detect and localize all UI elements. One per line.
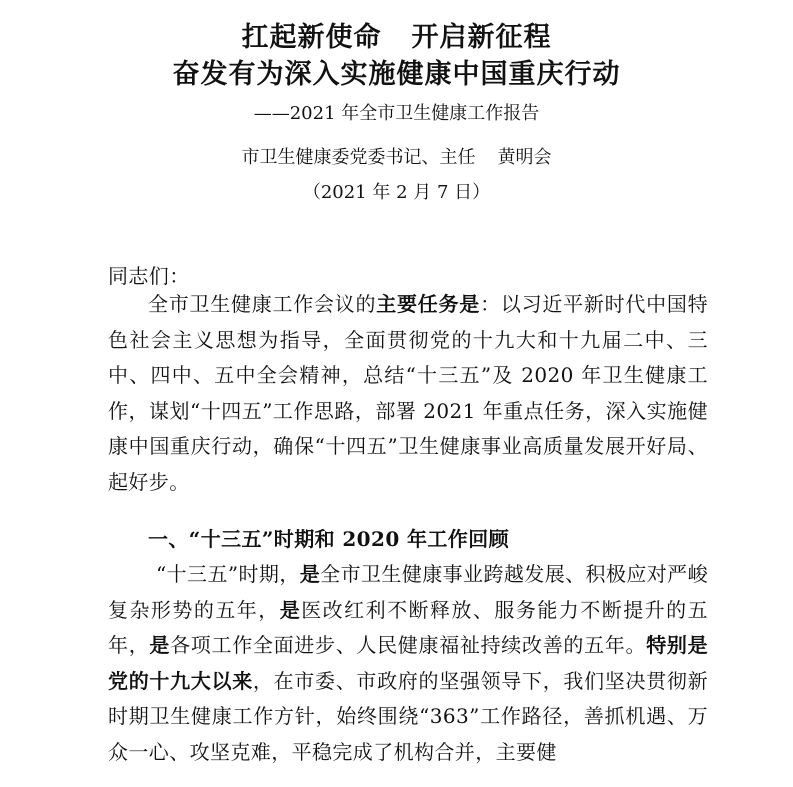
title-line-1 xyxy=(0,20,793,56)
p2-text-i: ，在市委、市政府的坚强领导下，我们坚决贯彻新时期卫生健康工作方针，始终围绕“363”工作路径，善抓机遇、万众一心、攻坚克难，平稳完成了机构合并，主要健 xyxy=(108,668,708,764)
author-name: 黄明会 xyxy=(497,147,552,168)
report-subtitle: ——2021 年全市卫生健康工作报告 xyxy=(253,103,540,124)
p2-text-g: 各项工作全面进步、人民健康福祉持续改善的五年。 xyxy=(170,633,647,657)
p2-emphasis-2: 是 xyxy=(279,597,302,622)
section-heading-1: 一、“十三五”时期和 2020 年工作回顾 xyxy=(148,527,509,551)
p2-text-e: 医改红利不断释放、服务能力不断提升的五年， xyxy=(108,597,708,657)
paragraph-intro xyxy=(108,287,708,500)
p2-emphasis-1: 是 xyxy=(299,562,321,586)
p2-emphasis-3: 是 xyxy=(149,633,171,657)
author-role: 市卫生健康委党委书记、主任 xyxy=(241,147,476,168)
p2-emphasis-4: 特别是党的十九大以来 xyxy=(108,633,709,693)
title-line-2: 奋发有为深入实施健康中国重庆行动 xyxy=(172,59,621,90)
title-part-2: 开启新征程 xyxy=(411,22,552,53)
greeting: 同志们： xyxy=(108,264,190,288)
report-date: （2021 年 2 月 7 日） xyxy=(302,182,491,203)
paragraph-review xyxy=(108,557,708,770)
p2-text-c: 全市卫生健康事业跨越发展、积极应对严峻复杂形势的五年， xyxy=(108,562,708,622)
title-part-1: 扛起新使命 xyxy=(241,22,382,53)
p2-text-a: “十三五”时期， xyxy=(156,562,300,586)
p1-text-c: ：以习近平新时代中国特色社会主义思想为指导，全面贯彻党的十九大和十九届二中、三中、四中、五中全会精神，总结“十三五”及 2020 年卫生健康工作，谋划“十四五”工作思路，部署 2021 年重点任务，深入实施健康中国重庆行动，确保“十四五”卫生健康事业高质量发展开好局、起好步。 xyxy=(108,292,709,494)
p1-emphasis: 主要任务是 xyxy=(376,292,481,316)
p1-text-a: 全市卫生健康工作会议的 xyxy=(148,292,377,316)
author-line xyxy=(0,144,793,172)
